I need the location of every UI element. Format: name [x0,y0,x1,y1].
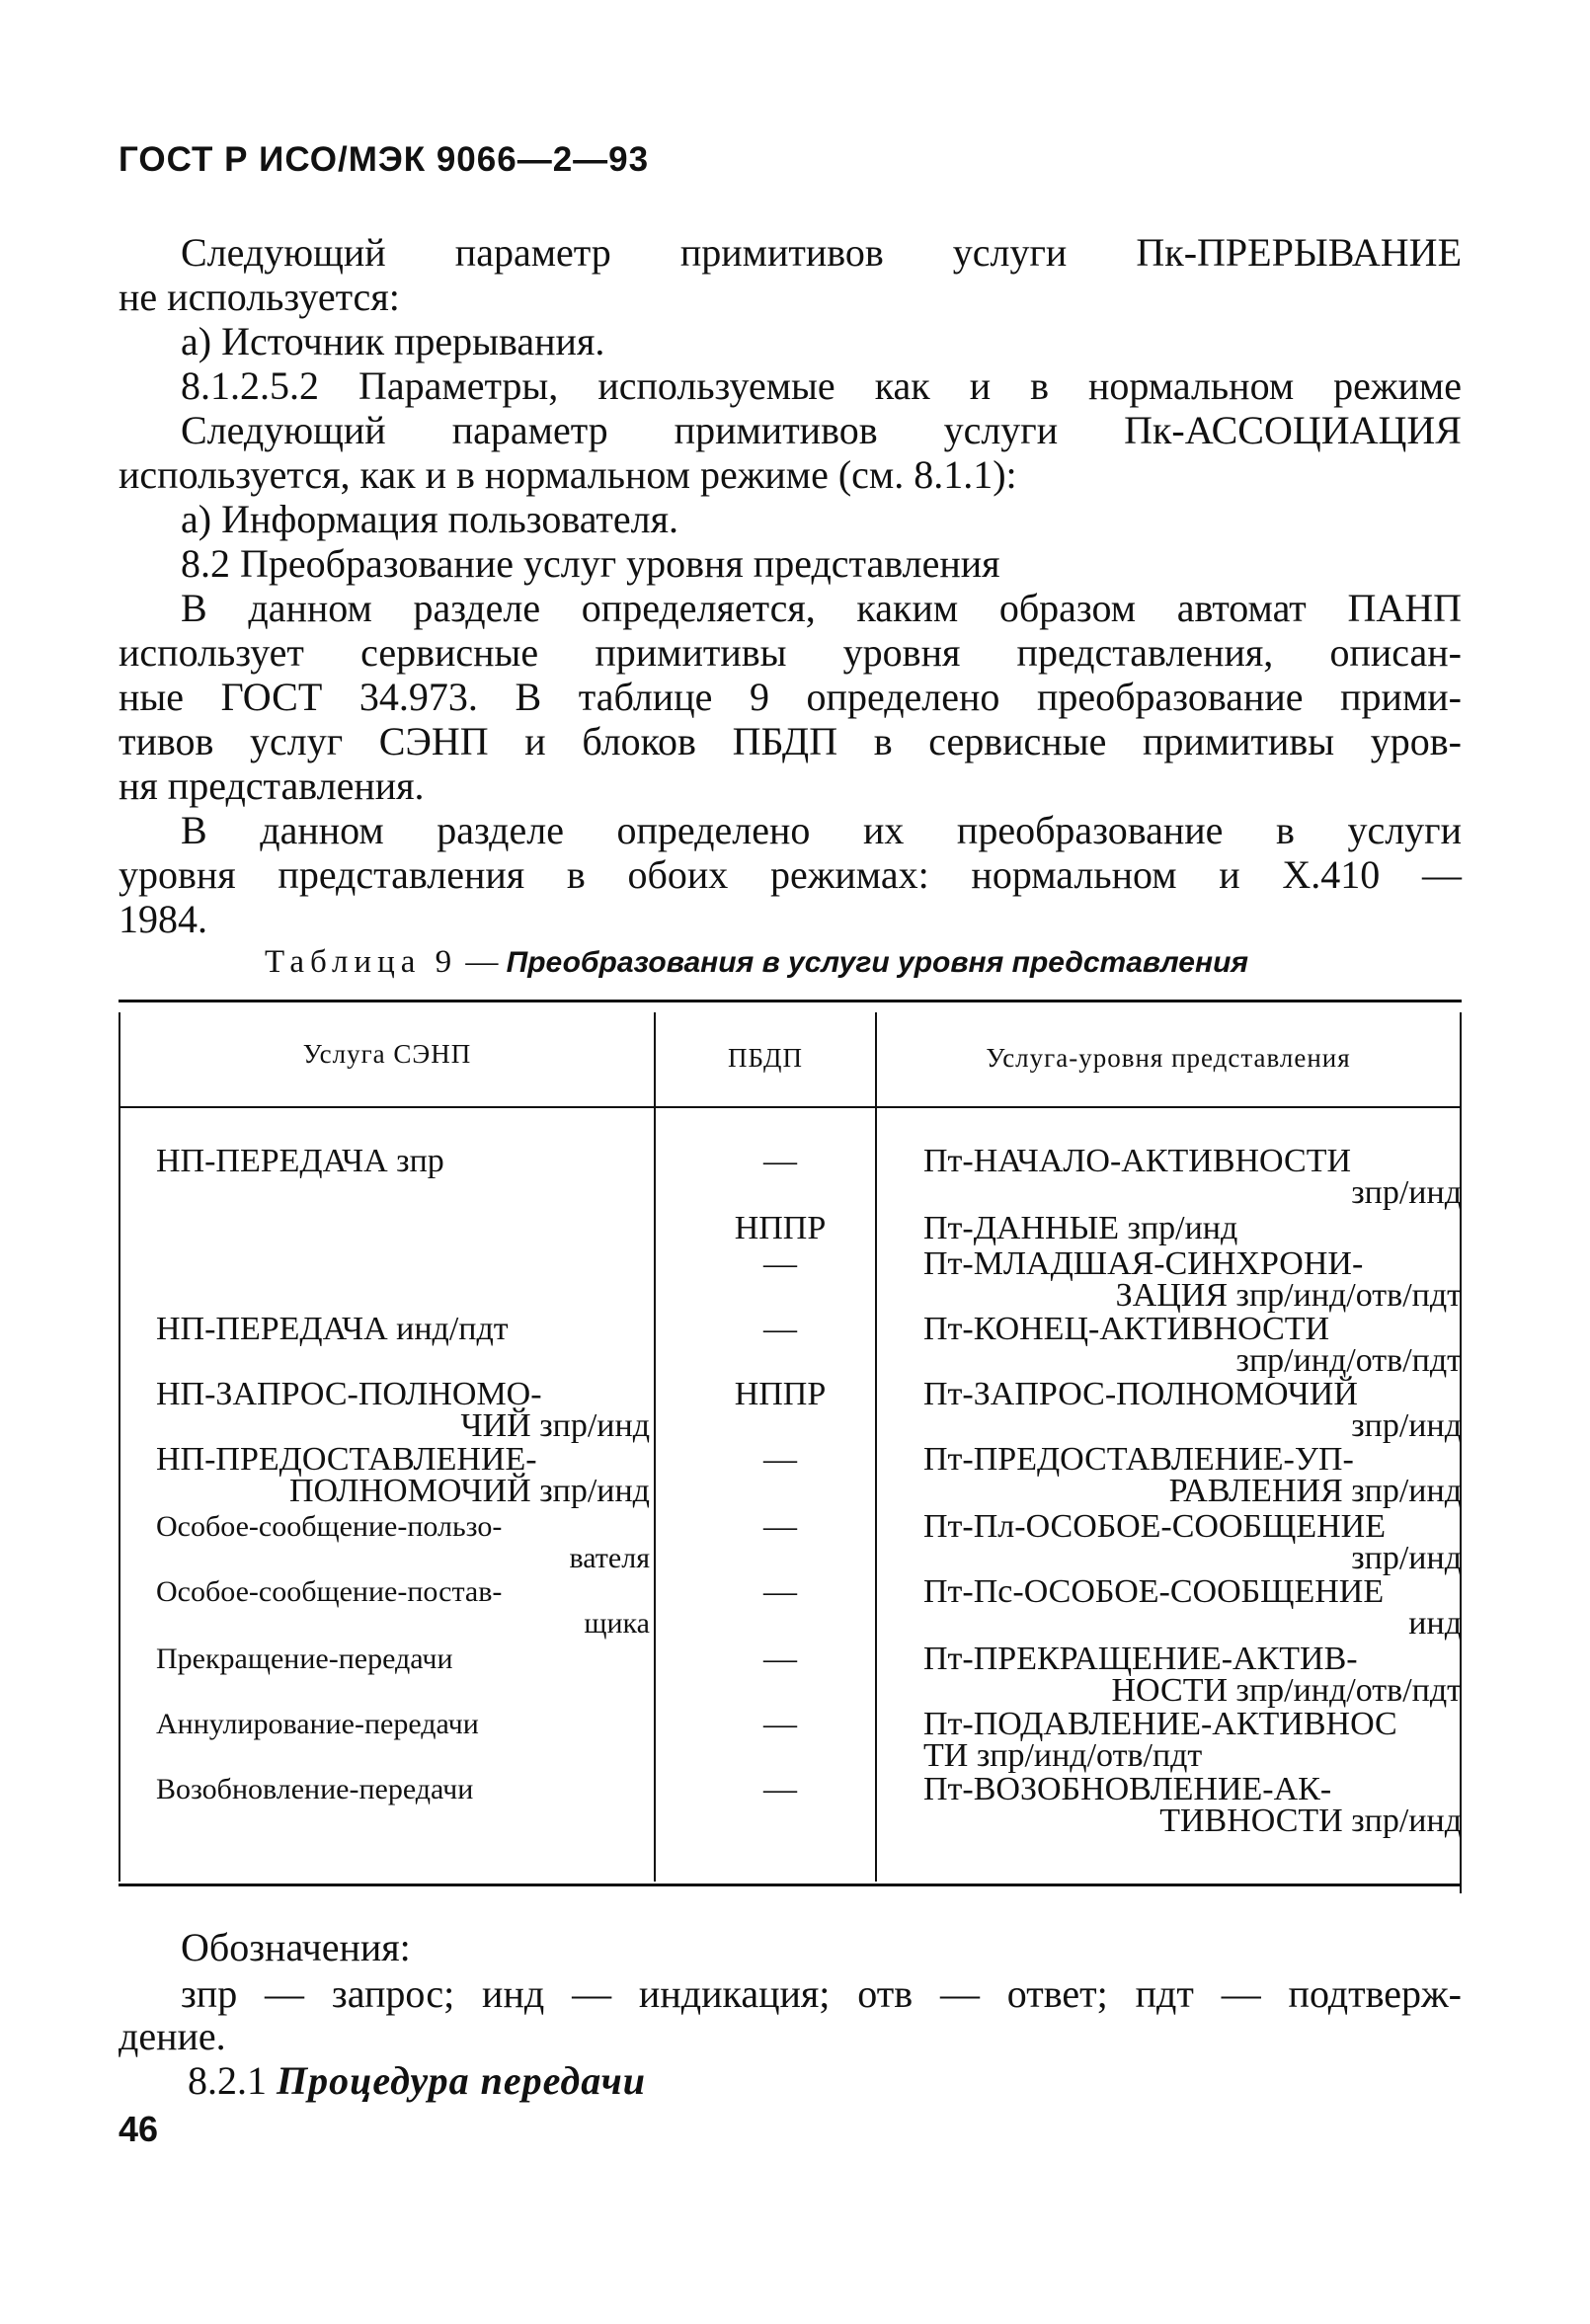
paragraph-line: В данном разделе определено их преобразование в услуги [181,808,1462,852]
senp-service-text: НП-ЗАПРОС-ПОЛНОМО- [156,1376,542,1412]
presentation-service-text-cont: зпр/инд [1351,1174,1462,1211]
table-bottom-rule [119,1883,1462,1886]
senp-service-text: НП-ПЕРЕДАЧА зпр [156,1143,444,1179]
paragraph-line: ные ГОСТ 34.973. В таблице 9 определено преобразование прими- [119,675,1462,719]
paragraph-line: тивов услуг СЭНП и блоков ПБДП в сервисные примитивы уров- [119,719,1462,763]
senp-service-text: Аннулирование-передачи [156,1708,479,1740]
presentation-service-cell [923,1210,1462,1246]
column-header-pbdp: ПБДП [728,1043,803,1073]
section-heading: 8.2 Преобразование услуг уровня представления [181,541,1000,586]
paragraph-line: а) Источник прерывания. [181,319,605,363]
senp-service-text: НП-ПЕРЕДАЧА инд/пдт [156,1311,509,1347]
paragraph-line: 8.1.2.5.2 Параметры, используемые как и в нормальном режиме [181,363,1462,408]
presentation-service-text-cont: ЗАЦИЯ зпр/инд/отв/пдт [1115,1277,1462,1314]
subsection-heading [188,2059,646,2103]
senp-service-cell [156,1441,650,1509]
senp-service-cell [156,1376,650,1444]
notes-line: зпр — запрос; инд — индикация; отв — ответ; пдт — подтверж- [181,1971,1462,2016]
presentation-service-text-cont: зпр/инд [1351,1540,1462,1576]
presentation-service-cell [923,1706,1462,1774]
paragraph-line: Следующий параметр примитивов услуги Пк-ПРЕРЫВАНИЕ [181,230,1462,275]
presentation-service-text: Пт-МЛАДШАЯ-СИНХРОНИ- [923,1245,1364,1282]
presentation-service-cell [923,1245,1462,1314]
presentation-service-cell [923,1573,1462,1642]
presentation-service-text: Пт-ДАННЫЕ зпр/инд [923,1210,1238,1246]
presentation-service-text: Пт-ЗАПРОС-ПОЛНОМОЧИЙ [923,1376,1358,1412]
paragraph-line: В данном разделе определяется, каким образом автомат ПАНП [181,586,1462,630]
page-number: 46 [119,2109,159,2149]
presentation-service-cell [923,1311,1462,1379]
senp-service-text: Особое-сообщение-пользо- [156,1510,503,1543]
column-header-presentation: Услуга-уровня представления [986,1043,1351,1073]
pbdp-cell: — [763,1573,797,1610]
notes-title: Обозначения: [181,1925,411,1969]
presentation-service-text: Пт-НАЧАЛО-АКТИВНОСТИ [923,1143,1352,1179]
paragraph-line: Следующий параметр примитивов услуги Пк-АССОЦИАЦИЯ [181,408,1462,452]
pbdp-cell: — [763,1771,797,1807]
notes-line: дение. [119,2014,226,2058]
presentation-service-cell [923,1376,1462,1444]
subsection-title: Процедура передачи [277,2058,646,2103]
senp-service-cell [156,1311,650,1347]
table-col-divider-1 [654,1012,656,1882]
pbdp-cell: НППР [734,1376,827,1412]
subsection-number: 8.2.1 [188,2058,267,2103]
presentation-service-text: Пт-ПРЕДОСТАВЛЕНИЕ-УП- [923,1441,1354,1478]
presentation-service-text-cont: ТИ зпр/инд/отв/пдт [923,1737,1203,1774]
senp-service-text: Особое-сообщение-постав- [156,1575,503,1608]
senp-service-cell [156,1709,650,1740]
presentation-service-text: Пт-Пл-ОСОБОЕ-СООБЩЕНИЕ [923,1508,1386,1545]
senp-service-cell [156,1143,650,1179]
senp-service-text-cont: ПОЛНОМОЧИЙ зпр/инд [289,1473,650,1509]
document-header: ГОСТ Р ИСО/МЭК 9066—2—93 [119,140,650,179]
pbdp-cell: — [763,1441,797,1478]
paragraph-line: ня представления. [119,763,425,808]
senp-service-text: Прекращение-передачи [156,1643,453,1675]
table-left-border [119,1012,120,1882]
senp-service-text-cont: вателя [569,1542,650,1574]
presentation-service-text: Пт-ВОЗОБНОВЛЕНИЕ-АК- [923,1771,1332,1807]
pbdp-cell: — [763,1508,797,1545]
senp-service-text: НП-ПРЕДОСТАВЛЕНИЕ- [156,1441,537,1478]
paragraph-line: не используется: [119,275,400,319]
paragraph-line: использует сервисные примитивы уровня представления, описан- [119,630,1462,675]
presentation-service-cell [923,1643,1462,1707]
senp-service-cell [156,1511,650,1574]
pbdp-cell: — [763,1641,797,1677]
pbdp-cell: — [763,1706,797,1742]
column-header-senp: Услуга СЭНП [302,1039,472,1069]
pbdp-cell: — [763,1143,797,1179]
table-caption: Таблица 9 — Преобразования в услуги уровня представления [265,944,1249,980]
paragraph-line: а) Информация пользователя. [181,497,679,541]
senp-service-text: Возобновление-передачи [156,1773,474,1805]
presentation-service-cell [923,1508,1462,1576]
senp-service-cell [156,1643,650,1675]
paragraph-line: используется, как и в нормальном режиме (см. 8.1.1): [119,452,1017,497]
presentation-service-cell [923,1441,1462,1509]
presentation-service-cell [923,1143,1462,1211]
pbdp-cell: — [763,1245,797,1282]
presentation-service-text: Пт-КОНЕЦ-АКТИВНОСТИ [923,1311,1330,1347]
senp-service-cell [156,1576,650,1640]
senp-service-text-cont: щика [584,1607,650,1640]
presentation-service-text-cont: РАВЛЕНИЯ зпр/инд [1168,1473,1462,1509]
paragraph-line: уровня представления в обоих режимах: нормальном и Х.410 — [119,852,1462,897]
senp-service-text-cont: ЧИЙ зпр/инд [460,1407,650,1444]
presentation-service-text-cont: НОСТИ зпр/инд/отв/пдт [1111,1672,1462,1709]
table-top-rule [119,1000,1462,1002]
pbdp-cell: НППР [734,1210,827,1246]
presentation-service-text: Пт-Пс-ОСОБОЕ-СООБЩЕНИЕ [923,1573,1385,1610]
table-header-rule [119,1106,1462,1108]
presentation-service-text-cont: зпр/инд [1351,1407,1462,1444]
senp-service-cell [156,1774,650,1805]
presentation-service-text-cont: зпр/инд/отв/пдт [1235,1342,1462,1379]
presentation-service-text: Пт-ПРЕКРАЩЕНИЕ-АКТИВ- [923,1641,1358,1677]
presentation-service-text-cont: инд [1408,1605,1462,1642]
presentation-service-cell [923,1771,1462,1839]
pbdp-cell: — [763,1311,797,1347]
presentation-service-text: Пт-ПОДАВЛЕНИЕ-АКТИВНОС [923,1706,1397,1742]
paragraph-line: 1984. [119,897,207,941]
presentation-service-text-cont: ТИВНОСТИ зпр/инд [1159,1803,1462,1839]
